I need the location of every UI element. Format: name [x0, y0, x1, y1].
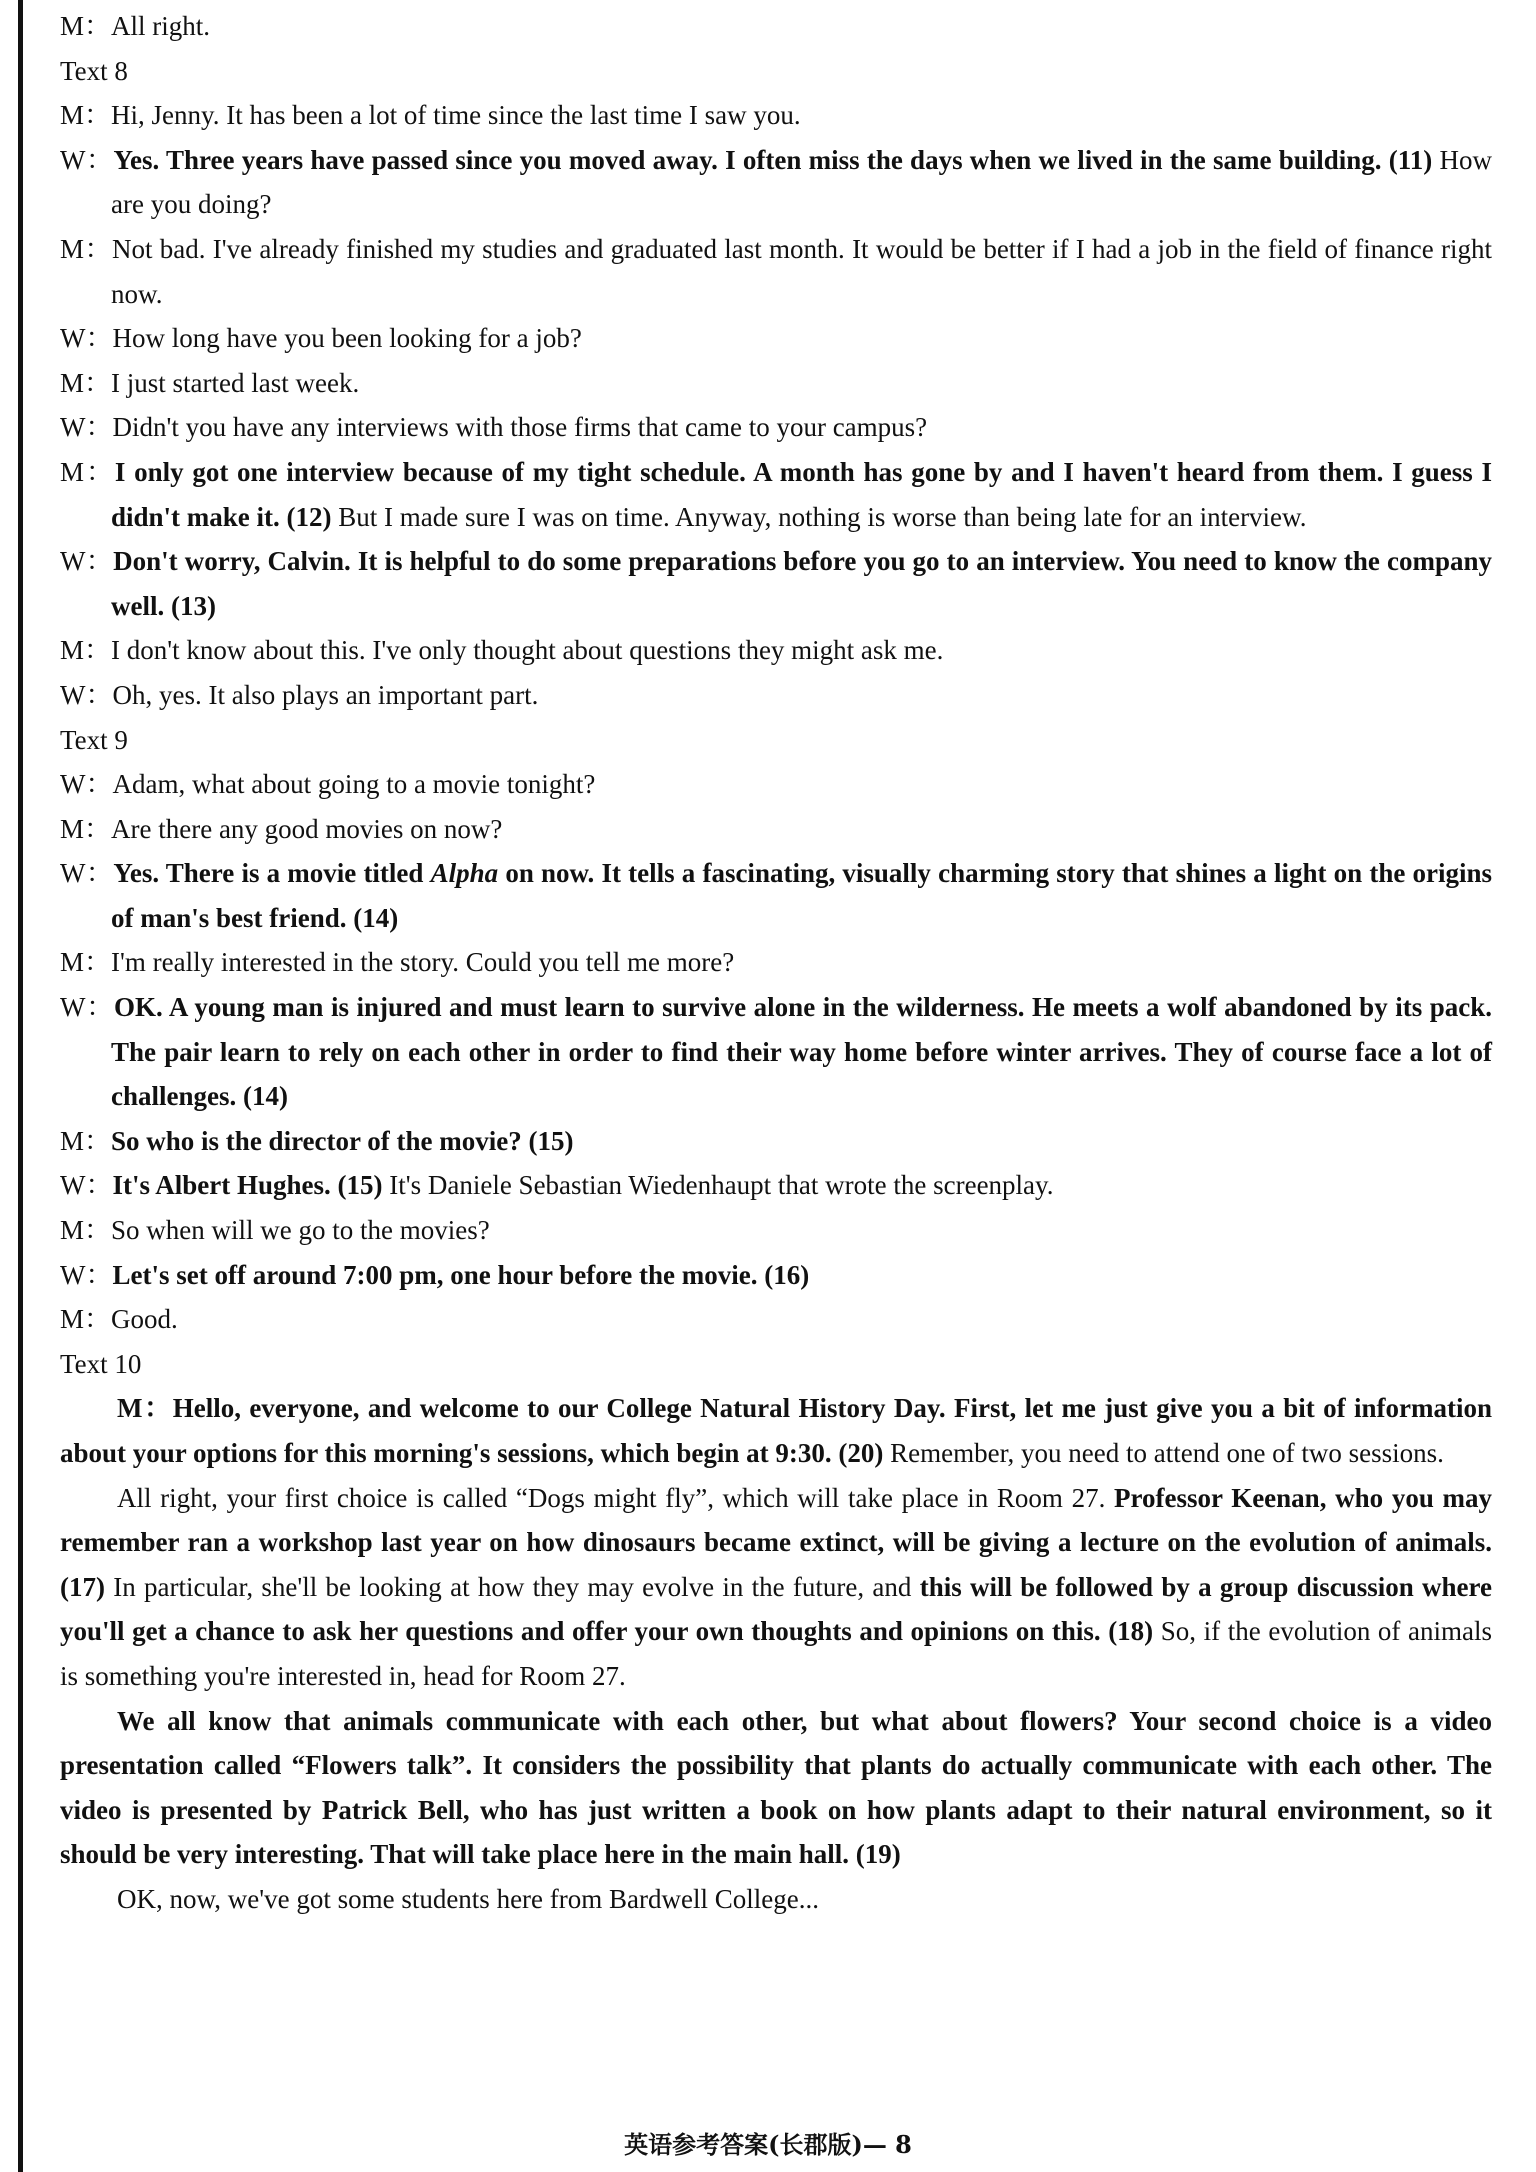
transcript-body: [60, 4, 1492, 1922]
text-segment: But I made sure I was on time. Anyway, nothing is worse than being late for an interview.: [331, 501, 1307, 532]
dialogue-line: [60, 673, 1492, 718]
transcript-paragraph: [60, 1699, 1492, 1877]
text-segment: M：Hello, everyone, and welcome to our College Natural History Day. First, let me just give you a bit of information about your options for this morning's sessions, which begin at 9:30. (20): [60, 1393, 1492, 1468]
text-segment: In particular, she'll be looking at how they may evolve in the future, and: [104, 1571, 920, 1602]
section-heading: [60, 718, 1492, 763]
text-segment: W：: [60, 144, 114, 175]
dialogue-line: [60, 985, 1492, 1119]
text-segment: on now. It tells a fascinating, visually charming story that shines a light on the origins of man's best friend. (14): [111, 858, 1493, 933]
text-segment: Text 10: [60, 1348, 142, 1379]
text-segment: M：I just started last week.: [60, 367, 360, 398]
text-segment: W：Oh, yes. It also plays an important part.: [60, 679, 539, 710]
text-segment: W：: [60, 1170, 113, 1201]
dialogue-line: [60, 851, 1492, 940]
transcript-paragraph: [60, 1877, 1492, 1922]
dialogue-line: [60, 628, 1492, 673]
dialogue-line: [60, 450, 1492, 539]
text-segment: So who is the director of the movie? (15): [111, 1125, 574, 1156]
text-segment: Remember, you need to attend one of two sessions.: [883, 1438, 1444, 1468]
text-segment: We all know that animals communicate with each other, but what about flowers? Your second choice is a video presentation called “Flowers talk”. It considers the possibility that plants do actually communicate with each other. The video is presented by Patrick Bell, who has just written a book on how plants adapt to their natural environment, so it should be very interesting. That will take place here in the main hall. (19): [60, 1705, 1492, 1870]
text-segment: M：Hi, Jenny. It has been a lot of time since the last time I saw you.: [60, 100, 801, 131]
text-segment: Don't worry, Calvin. It is helpful to do some preparations before you go to an interview. You need to know the company well. (13): [111, 546, 1493, 621]
text-segment: I only got one interview because of my tight schedule. A month has gone by and I haven't heard from them. I guess I didn't make it. (12): [111, 456, 1492, 532]
dialogue-line: [60, 940, 1492, 985]
section-heading: [60, 1342, 1492, 1387]
dialogue-line: [60, 93, 1492, 138]
text-segment: How are you doing?: [111, 144, 1493, 220]
text-segment: OK. A young man is injured and must learn to survive alone in the wilderness. He meets a wolf abandoned by its pack. The pair learn to rely on each other in order to find their way home before winter arrives. They of course face a lot of challenges. (14): [111, 992, 1493, 1112]
dialogue-line: [60, 762, 1492, 807]
dialogue-line: [60, 1208, 1492, 1253]
text-segment: So, if the evolution of animals is something you're interested in, head for Room 27.: [60, 1616, 1493, 1691]
dialogue-line: [60, 4, 1492, 49]
dialogue-line: [60, 227, 1492, 316]
dialogue-line: [60, 807, 1492, 852]
text-segment: M：Good.: [60, 1304, 178, 1335]
text-segment: All right, your first choice is called “Dogs might fly”, which will take place in Room 27.: [117, 1482, 1115, 1513]
dialogue-line: [60, 361, 1492, 406]
text-segment: W：Didn't you have any interviews with those firms that came to your campus?: [60, 412, 928, 443]
dialogue-line: [60, 138, 1492, 227]
dialogue-line: [60, 1297, 1492, 1342]
dialogue-line: [60, 539, 1492, 628]
text-segment: M：So when will we go to the movies?: [60, 1215, 490, 1246]
text-segment: Professor Keenan, who you may remember ran a workshop last year on how dinosaurs became extinct, will be giving a lecture on the evolution of animals. (17): [60, 1482, 1493, 1602]
text-segment: W：How long have you been looking for a job?: [60, 323, 582, 354]
dialogue-line: [60, 1253, 1492, 1298]
text-segment: M：: [60, 1125, 112, 1156]
text-segment: M：All right.: [60, 11, 211, 41]
text-segment: Let's set off around 7:00 pm, one hour before the movie. (16): [112, 1259, 810, 1290]
text-segment: W：: [60, 858, 114, 889]
text-segment: M：: [60, 456, 115, 487]
text-segment: Yes. Three years have passed since you moved away. I often miss the days when we lived in the same building. (11): [113, 144, 1433, 175]
text-segment: Text 9: [60, 724, 128, 755]
text-segment: It's Daniele Sebastian Wiedenhaupt that wrote the screenplay.: [382, 1170, 1054, 1201]
text-segment: M：Not bad. I've already finished my studies and graduated last month. It would be better if I had a job in the field of finance right now.: [60, 233, 1492, 309]
text-segment: M：I don't know about this. I've only thought about questions they might ask me.: [60, 635, 944, 666]
text-segment: It's Albert Hughes. (15): [112, 1170, 383, 1201]
text-segment: OK, now, we've got some students here from Bardwell College...: [117, 1883, 819, 1914]
text-segment: Text 8: [60, 55, 128, 86]
left-margin-bar: [18, 0, 23, 2172]
text-segment: W：Adam, what about going to a movie tonight?: [60, 769, 596, 800]
text-segment: W：: [60, 1259, 113, 1290]
dialogue-line: [60, 316, 1492, 361]
text-segment: Alpha: [430, 858, 499, 889]
dialogue-line: [60, 405, 1492, 450]
text-segment: M：Are there any good movies on now?: [60, 813, 503, 844]
text-segment: Yes. There is a movie titled: [113, 858, 431, 889]
text-segment: this will be followed by a group discussion where you'll get a chance to ask her questions and offer your own thoughts and opinions on this. (18): [60, 1571, 1493, 1647]
page-footer: 英语参考答案(长郡版)— 8: [624, 2130, 912, 2159]
text-segment: M：I'm really interested in the story. Could you tell me more?: [60, 947, 735, 978]
dialogue-line: [60, 1119, 1492, 1164]
section-heading: [60, 49, 1492, 94]
dialogue-line: [60, 1163, 1492, 1208]
text-segment: W：: [60, 992, 115, 1023]
transcript-paragraph: [60, 1386, 1492, 1475]
transcript-paragraph: [60, 1476, 1492, 1699]
text-segment: W：: [60, 546, 114, 577]
